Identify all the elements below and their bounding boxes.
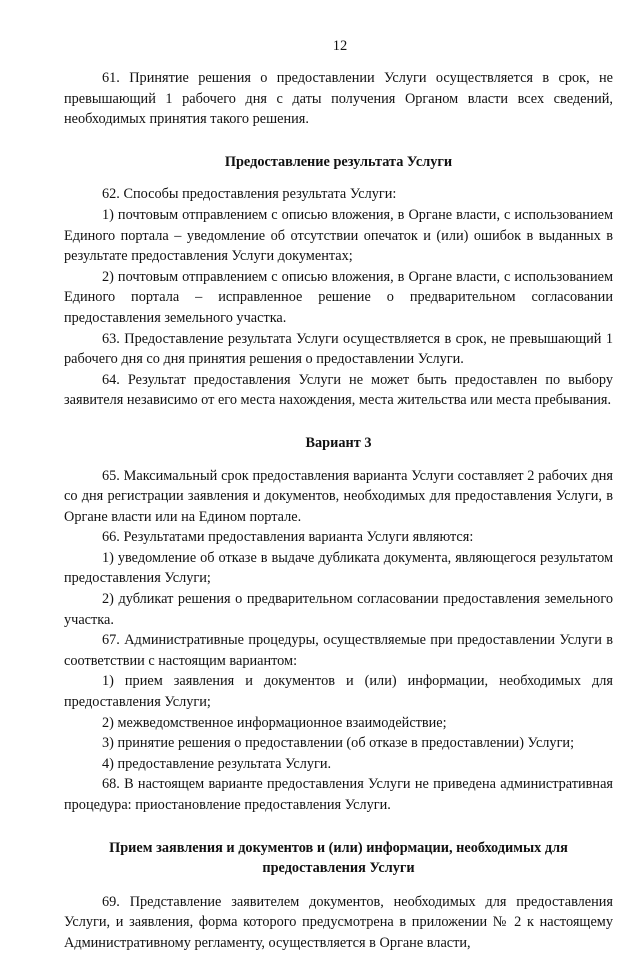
paragraph-67-item-4: 4) предоставление результата Услуги.: [102, 755, 332, 772]
paragraph-67-item-2: 2) межведомственное информационное взаимодействие;: [102, 714, 447, 731]
paragraph-63: 63. Предоставление результата Услуги осуществляется в срок, не превышающий 1 рабочего дня со дня принятия решения о предоставлении Услуги.: [64, 330, 613, 368]
paragraph-66-item-1: 1) уведомление об отказе в выдаче дубликата документа, являющегося результатом предоставления Услуги;: [64, 549, 613, 587]
paragraph-68: 68. В настоящем варианте предоставления Услуги не приведена административная процедура: приостановление предоставления Услуги.: [64, 776, 613, 813]
paragraph-66: 66. Результатами предоставления варианта Услуги являются:: [102, 529, 474, 546]
paragraph-61: 61. Принятие решения о предоставлении Услуги осуществляется в срок, не превышающий 1 рабочего дня с даты получения Органом власти всех сведений, необходимых принятия такого решения.: [64, 70, 613, 128]
paragraph-64: 64. Результат предоставления Услуги не может быть предоставлен по выбору заявителя независимо от его места нахождения, места жительства или места пребывания.: [64, 371, 613, 409]
paragraph-67: 67. Административные процедуры, осуществляемые при предоставлении Услуги в соответствии с настоящим вариантом:: [64, 632, 613, 669]
heading-application-intake: Прием заявления и документов и (или) информации, необходимых для предоставления Услуги: [109, 839, 568, 877]
paragraph-62: 62. Способы предоставления результата Услуги:: [102, 186, 397, 203]
paragraph-62-item-2: 2) почтовым отправлением с описью вложения, в Органе власти, с использованием Единого портала – исправленное решение о предварительном согласовании предоставления земельного участка.: [64, 268, 613, 326]
heading-result-delivery: Предоставление результата Услуги: [224, 153, 453, 170]
page-number: 12: [332, 38, 348, 54]
paragraph-65: 65. Максимальный срок предоставления варианта Услуги составляет 2 рабочих дня со дня регистрации заявления и документов, необходимых для предоставления Услуги, в Органе власти или на Едином портале.: [64, 467, 613, 525]
paragraph-67-item-3: 3) принятие решения о предоставлении (об отказе в предоставлении) Услуги;: [102, 735, 575, 752]
heading-variant-3: Вариант 3: [305, 434, 372, 451]
paragraph-62-item-1: 1) почтовым отправлением с описью вложения, в Органе власти, с использованием Единого портала – уведомление об отсутствии опечаток и (или) ошибок в выданных в результате предоставления Услуги документах;: [64, 206, 613, 265]
paragraph-66-item-2: 2) дубликат решения о предварительном согласовании предоставления земельного участка.: [64, 591, 613, 628]
document-body: [64, 68, 613, 954]
paragraph-69: 69. Представление заявителем документов, необходимых для предоставления Услуги, и заявления, форма которого предусмотрена в приложении № 2 к настоящему Административному регламенту, осуществляется в Органе власти,: [64, 893, 613, 951]
paragraph-67-item-1: 1) прием заявления и документов и (или) информации, необходимых для предоставления Услуги;: [64, 673, 613, 711]
